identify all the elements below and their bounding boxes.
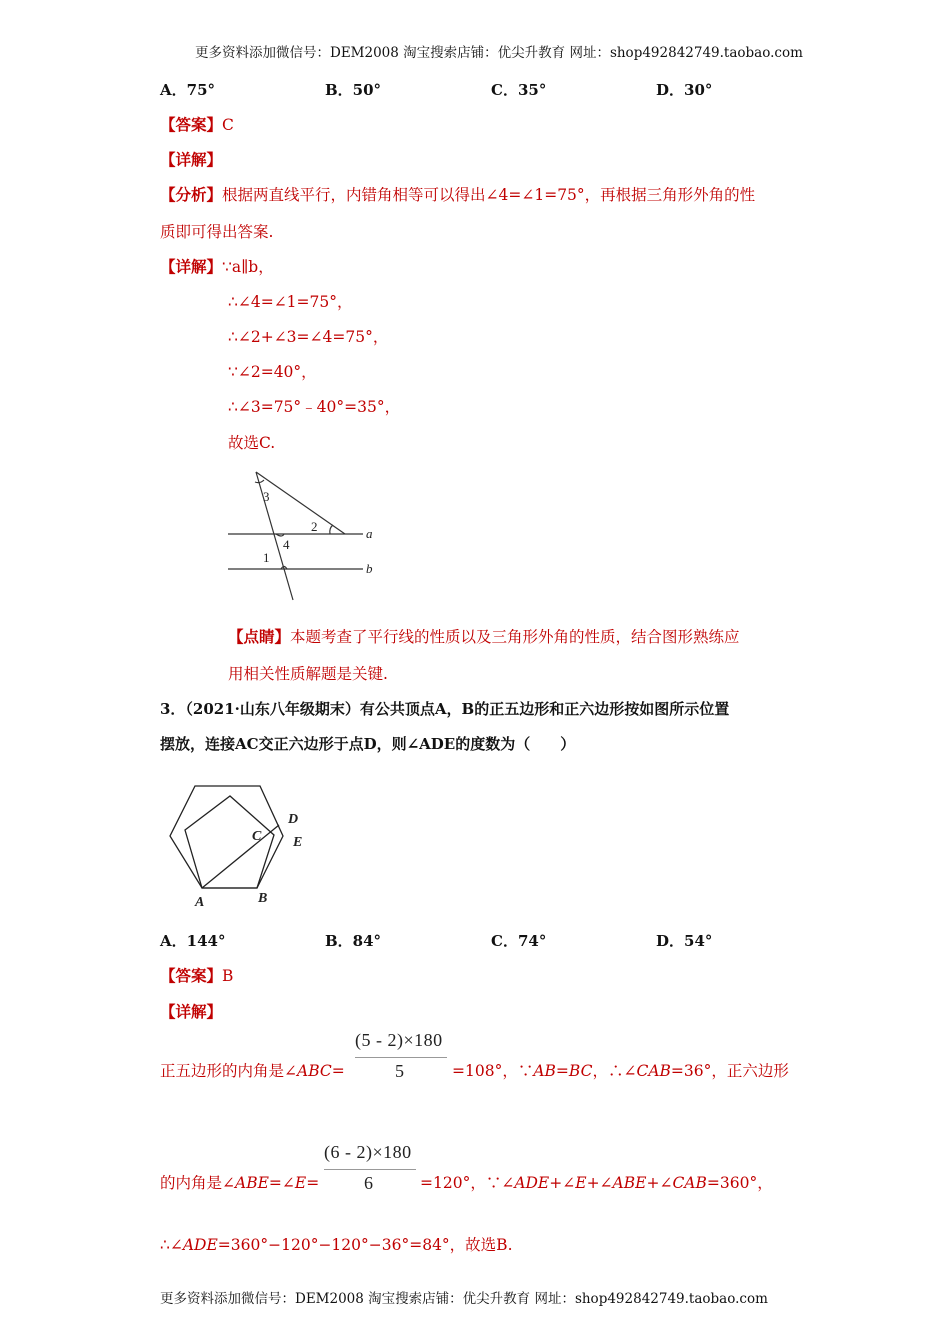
comment-line-1 [228,625,740,647]
answer-value: C [222,116,234,134]
answer-tag: 【答案】 [160,115,223,134]
detail-tag: 【详解】 [160,150,223,169]
analysis-line-1 [160,183,755,205]
step-2: ∴∠4=∠1=75°， [228,293,353,311]
label-4: 4 [283,537,290,552]
angle-3-arc [255,480,264,483]
sol2-abe: ABE [235,1174,269,1192]
q3-solution-line-1b [452,1059,789,1081]
analysis-text-1: 根据两直线平行，内错角相等可以得出∠4=∠1=75°，再根据三角形外角的性 [222,186,756,204]
sol3-ade: ADE [182,1236,218,1254]
frac1-denominator: 5 [395,1061,404,1081]
label-3: 3 [263,489,270,504]
q3-solution-line-3 [160,1233,513,1255]
pentagon-hexagon-figure [160,778,320,913]
sol1-mid: ，∴∠ [592,1062,637,1080]
label-b: b [366,561,373,576]
q3-solution-line-1a [160,1059,345,1081]
parallel-lines-figure [225,470,377,602]
sol2-ade: ADE [514,1174,550,1192]
sol2-mid: =∠ [268,1174,295,1192]
frac2-numerator: (6 - 2)×180 [324,1142,412,1162]
q3-answer-line [160,964,233,986]
step-1: ∵a∥b， [222,258,274,276]
sol1-eq2: = [555,1062,569,1080]
label-e: E [293,835,303,850]
step-4: ∵∠2=40°， [228,363,317,381]
comment-line-2: 用相关性质解题是关键. [228,665,388,683]
q3-detail-tag: 【详解】 [160,1002,223,1021]
sol2-e2: E [575,1174,587,1192]
detail2-tag: 【详解】 [160,257,223,276]
sol3-prefix: ∴∠ [160,1236,183,1254]
step-3: ∴∠2+∠3=∠4=75°， [228,328,389,346]
frac2-denominator: 6 [364,1173,373,1193]
sol2-prefix: 的内角是∠ [160,1174,235,1192]
sol1-bc: BC [568,1062,593,1080]
angle-2-arc [330,525,333,534]
analysis-line-2: 质即可得出答案. [160,223,274,241]
sol2-cab: CAB [672,1174,707,1192]
sol2-abe2: ABE [612,1174,647,1192]
comment-tag: 【点睛】 [228,627,291,646]
detail-line [160,255,274,277]
page-header: 更多资料添加微信号：DEM2008 淘宝搜索店铺：优尖升教育 网址：shop492842749.taobao.com [195,45,803,61]
sol1-cab: CAB [636,1062,671,1080]
sol2-eq: = [306,1174,320,1192]
label-2: 2 [311,519,318,534]
q3-solution-line-2a [160,1171,319,1193]
fraction-pentagon [355,1030,447,1085]
sol2-p3: +∠ [646,1174,673,1192]
q3-option-c: C．74° [491,932,547,950]
q3-solution-line-2b [420,1171,773,1193]
option-c: C．35° [491,81,547,99]
page-footer: 更多资料添加微信号：DEM2008 淘宝搜索店铺：优尖升教育 网址：shop492842749.taobao.com [160,1291,768,1307]
sol3-tail: =360°−120°−120°−36°=84°，故选B. [217,1236,513,1254]
transversal [256,472,293,600]
option-a: A．75° [160,81,216,99]
analysis-tag: 【分析】 [160,185,223,204]
option-b: B．50° [325,81,382,99]
frac1-bar [355,1057,447,1058]
option-d: D．30° [656,81,713,99]
sol1-tail: =36°，正六边形 [670,1062,789,1080]
sol1-ab: AB [533,1062,556,1080]
step-5: ∴∠3=75°﹣40°=35°， [228,398,401,416]
comment-text-1: 本题考查了平行线的性质以及三角形外角的性质，结合图形熟练应 [290,628,740,646]
sol2-p2: +∠ [586,1174,613,1192]
sol2-e: E [294,1174,307,1192]
fraction-hexagon [324,1142,416,1197]
frac2-bar [324,1169,416,1170]
q3-option-a: A．144° [160,932,226,950]
label-b: B [258,891,268,906]
label-c: C [252,829,262,844]
q3-option-d: D．54° [656,932,713,950]
sol1-eq: = [331,1062,345,1080]
sol1-prefix: 正五边形的内角是∠ [160,1062,297,1080]
label-a: A [195,895,205,910]
sol1-result: =108°，∵ [452,1062,534,1080]
answer-line [160,113,234,135]
q3-stem-line-1: 3．（2021·山东八年级期末）有公共顶点A，B的正五边形和正六边形按如图所示位置 [160,700,730,718]
label-d: D [288,812,299,827]
q3-option-b: B．84° [325,932,382,950]
frac1-numerator: (5 - 2)×180 [355,1030,443,1050]
label-a: a [366,526,373,541]
q3-answer-tag: 【答案】 [160,966,223,985]
sol2-tail: =360°， [706,1174,773,1192]
step-6: 故选C. [228,434,276,452]
sol1-var-abc: ABC [297,1062,332,1080]
q3-answer-value: B [222,967,234,985]
sol2-p1: +∠ [549,1174,576,1192]
q3-stem-line-2: 摆放，连接AC交正六边形于点D，则∠ADE的度数为（ ） [160,735,576,753]
sol2-result: =120°，∵∠ [420,1174,515,1192]
label-1: 1 [263,550,270,565]
